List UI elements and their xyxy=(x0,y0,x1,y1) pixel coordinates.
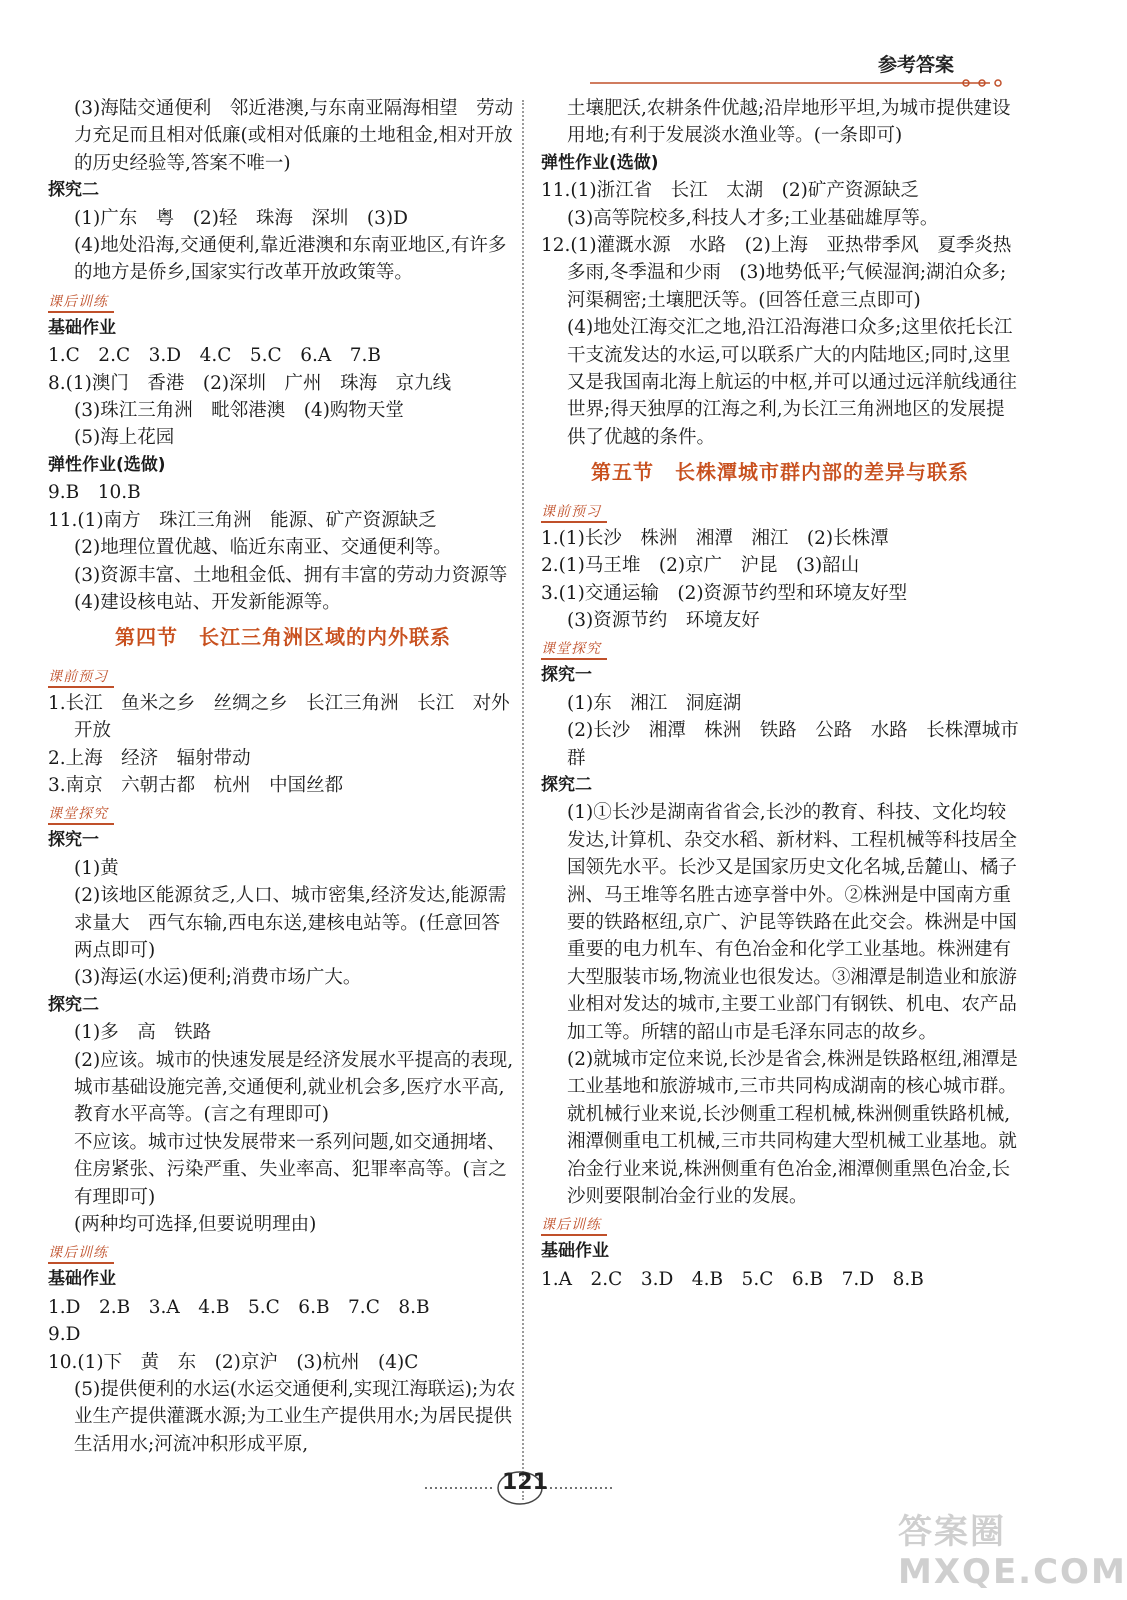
answer-line: 1.A 2.C 3.D 4.B 5.C 6.B 7.D 8.B xyxy=(541,1268,924,1290)
text-line: (1)黄 xyxy=(74,857,119,879)
section-title: 第五节 长株潭城市群内部的差异与联系 xyxy=(591,460,969,485)
section-tag-row xyxy=(541,1210,1019,1238)
subheading: 探究一 xyxy=(541,665,592,686)
text-line: 8.(1)澳门 香港 (2)深圳 广州 珠海 京九线 xyxy=(48,372,452,394)
right-column xyxy=(541,95,1019,1293)
section-tag: 课后训练 xyxy=(48,1244,114,1264)
text-line: 11.(1)浙江省 长江 太湖 (2)矿产资源缺乏 xyxy=(541,180,919,202)
section-tag: 课前预习 xyxy=(541,503,607,523)
text-line: (4)地处江海交汇之地,沿江沿海港口众多;这里依托长江干支流发达的水运,可以联系广大的内陆地区;同时,这里又是我国南北海上航运的中枢,并可以通过远洋航线通往世界;得天独厚的江海之利,为长江三角洲地区的发展提供了优越的条件。 xyxy=(567,317,1017,448)
left-column xyxy=(48,95,518,1458)
text-line: (1)广东 粤 (2)轻 珠海 深圳 (3)D xyxy=(74,207,408,229)
text-line: 土壤肥沃,农耕条件优越;沿岸地形平坦,为城市提供建设用地;有利于发展淡水渔业等。(一条即可) xyxy=(567,98,1011,147)
text-line: (2)就城市定位来说,长沙是省会,株洲是铁路枢纽,湘潭是工业基地和旅游城市,三市共同构成湖南的核心城市群。就机械行业来说,长沙侧重工程机械,株洲侧重铁路机械,湘潭侧重电工机械,三市共同构建大型机械工业基地。就冶金行业来说,株洲侧重有色冶金,湘潭侧重黑色冶金,长沙则要限制冶金行业的发展。 xyxy=(567,1049,1018,1208)
text-line: (1)多 高 铁路 xyxy=(74,1022,212,1044)
section-tag: 课堂探究 xyxy=(541,640,607,660)
answer-line: 9.B 10.B xyxy=(48,482,141,504)
text-line: (2)该地区能源贫乏,人口、城市密集,经济发达,能源需求量大 西气东输,西电东送,建核电站等。(任意回答两点即可) xyxy=(74,885,507,961)
text-line: 2.(1)马王堆 (2)京广 沪昆 (3)韶山 xyxy=(541,555,860,577)
section-tag-row xyxy=(48,662,518,690)
header-decoration xyxy=(590,78,1010,88)
text-line: (3)高等院校多,科技人才多;工业基础雄厚等。 xyxy=(567,207,939,229)
subheading: 基础作业 xyxy=(48,317,116,338)
text-line: (1)①长沙是湖南省省会,长沙的教育、科技、文化均较发达,计算机、杂交水稻、新材料、工程机械等科技居全国领先水平。长沙又是国家历史文化名城,岳麓山、橘子洲、马王堆等名胜古迹享誉中外。②株洲是中国南方重要的铁路枢纽,京广、沪昆等铁路在此交会。株洲是中国重要的电力机车、有色冶金和化学工业基地。株洲建有大型服装市场,物流业也很发达。③湘潭是制造业和旅游业相对发达的城市,主要工业部门有钢铁、机电、农产品加工等。所辖的韶山市是毛泽东同志的故乡。 xyxy=(567,802,1017,1043)
subheading: 弹性作业(选做) xyxy=(48,454,166,475)
section-tag: 课后训练 xyxy=(48,293,114,313)
text-line: 3.南京 六朝古都 杭州 中国丝都 xyxy=(48,774,344,796)
text-line: (1)东 湘江 洞庭湖 xyxy=(567,692,742,714)
subheading: 探究二 xyxy=(541,774,592,795)
text-line: (3)资源节约 环境友好 xyxy=(567,609,760,631)
text-line: 11.(1)南方 珠江三角洲 能源、矿产资源缺乏 xyxy=(48,509,437,531)
text-line: 不应该。城市过快发展带来一系列问题,如交通拥堵、住房紧张、污染严重、失业率高、犯罪率高等。(言之有理即可) xyxy=(74,1131,507,1208)
section-tag-row xyxy=(48,799,518,827)
text-line: (3)海运(水运)便利;消费市场广大。 xyxy=(74,967,362,989)
section-tag-row xyxy=(48,1238,518,1266)
text-line: (4)地处沿海,交通便利,靠近港澳和东南亚地区,有许多的地方是侨乡,国家实行改革开放政策等。 xyxy=(74,235,507,284)
section-title: 第四节 长江三角洲区域的内外联系 xyxy=(115,625,451,650)
text-line: 1.(1)长沙 株洲 湘潭 湘江 (2)长株潭 xyxy=(541,527,889,549)
subheading: 基础作业 xyxy=(541,1241,609,1262)
text-line: 10.(1)下 黄 东 (2)京沪 (3)杭州 (4)C xyxy=(48,1351,419,1373)
subheading: 探究二 xyxy=(48,994,99,1015)
text-line: 3.(1)交通运输 (2)资源节约型和环境友好型 xyxy=(541,582,908,604)
text-line: 12.(1)灌溉水源 水路 (2)上海 亚热带季风 夏季炎热多雨,冬季温和少雨 (3)地势低平;气候湿润;湖泊众多;河渠稠密;土壤肥沃等。(回答任意三点即可) xyxy=(541,235,1012,311)
header-label: 参考答案 xyxy=(878,54,955,76)
subheading: 基础作业 xyxy=(48,1269,116,1290)
text-line: (两种均可选择,但要说明理由) xyxy=(74,1214,317,1236)
answer-line: 1.C 2.C 3.D 4.C 5.C 6.A 7.B xyxy=(48,345,381,367)
text-line: (3)海陆交通便利 邻近港澳,与东南亚隔海相望 劳动力充足而且相对低廉(或相对低廉的土地租金,相对开放的历史经验等,答案不唯一) xyxy=(74,98,514,174)
section-tag-row xyxy=(48,287,518,315)
text-line: (2)地理位置优越、临近东南亚、交通便利等。 xyxy=(74,537,452,559)
subheading: 探究二 xyxy=(48,180,99,201)
answer-line: 9.D xyxy=(48,1324,81,1346)
text-line: 1.长江 鱼米之乡 丝绸之乡 长江三角洲 长江 对外开放 xyxy=(48,692,510,742)
text-line: (2)应该。城市的快速发展是经济发展水平提高的表现,城市基础设施完善,交通便利,就业机会多,医疗水平高,教育水平高等。(言之有理即可) xyxy=(74,1049,514,1126)
section-tag: 课堂探究 xyxy=(48,805,114,825)
watermark-logo: 答案圈 MXQE.COM xyxy=(898,1512,1127,1592)
page-number: 121 xyxy=(502,1470,548,1495)
subheading: 探究一 xyxy=(48,830,99,851)
section-tag: 课后训练 xyxy=(541,1216,607,1236)
text-line: 2.上海 经济 辐射带动 xyxy=(48,747,251,769)
section-tag-row xyxy=(541,634,1019,662)
text-line: (4)建设核电站、开发新能源等。 xyxy=(74,591,341,613)
section-tag: 课前预习 xyxy=(48,668,114,688)
subheading: 弹性作业(选做) xyxy=(541,152,659,173)
answer-line: 1.D 2.B 3.A 4.B 5.C 6.B 7.C 8.B xyxy=(48,1296,430,1318)
text-line: (3)资源丰富、土地租金低、拥有丰富的劳动力资源等 xyxy=(74,564,508,586)
text-line: (5)海上花园 xyxy=(74,427,175,449)
text-line: (3)珠江三角洲 毗邻港澳 (4)购物天堂 xyxy=(74,400,404,422)
column-divider xyxy=(522,100,524,1500)
text-line: (2)长沙 湘潭 株洲 铁路 公路 水路 长株潭城市群 xyxy=(567,720,1019,769)
section-tag-row xyxy=(541,497,1019,525)
text-line: (5)提供便利的水运(水运交通便利,实现江海联运);为农业生产提供灌溉水源;为工业生产提供用水;为居民提供生活用水;河流冲积形成平原, xyxy=(74,1379,516,1455)
